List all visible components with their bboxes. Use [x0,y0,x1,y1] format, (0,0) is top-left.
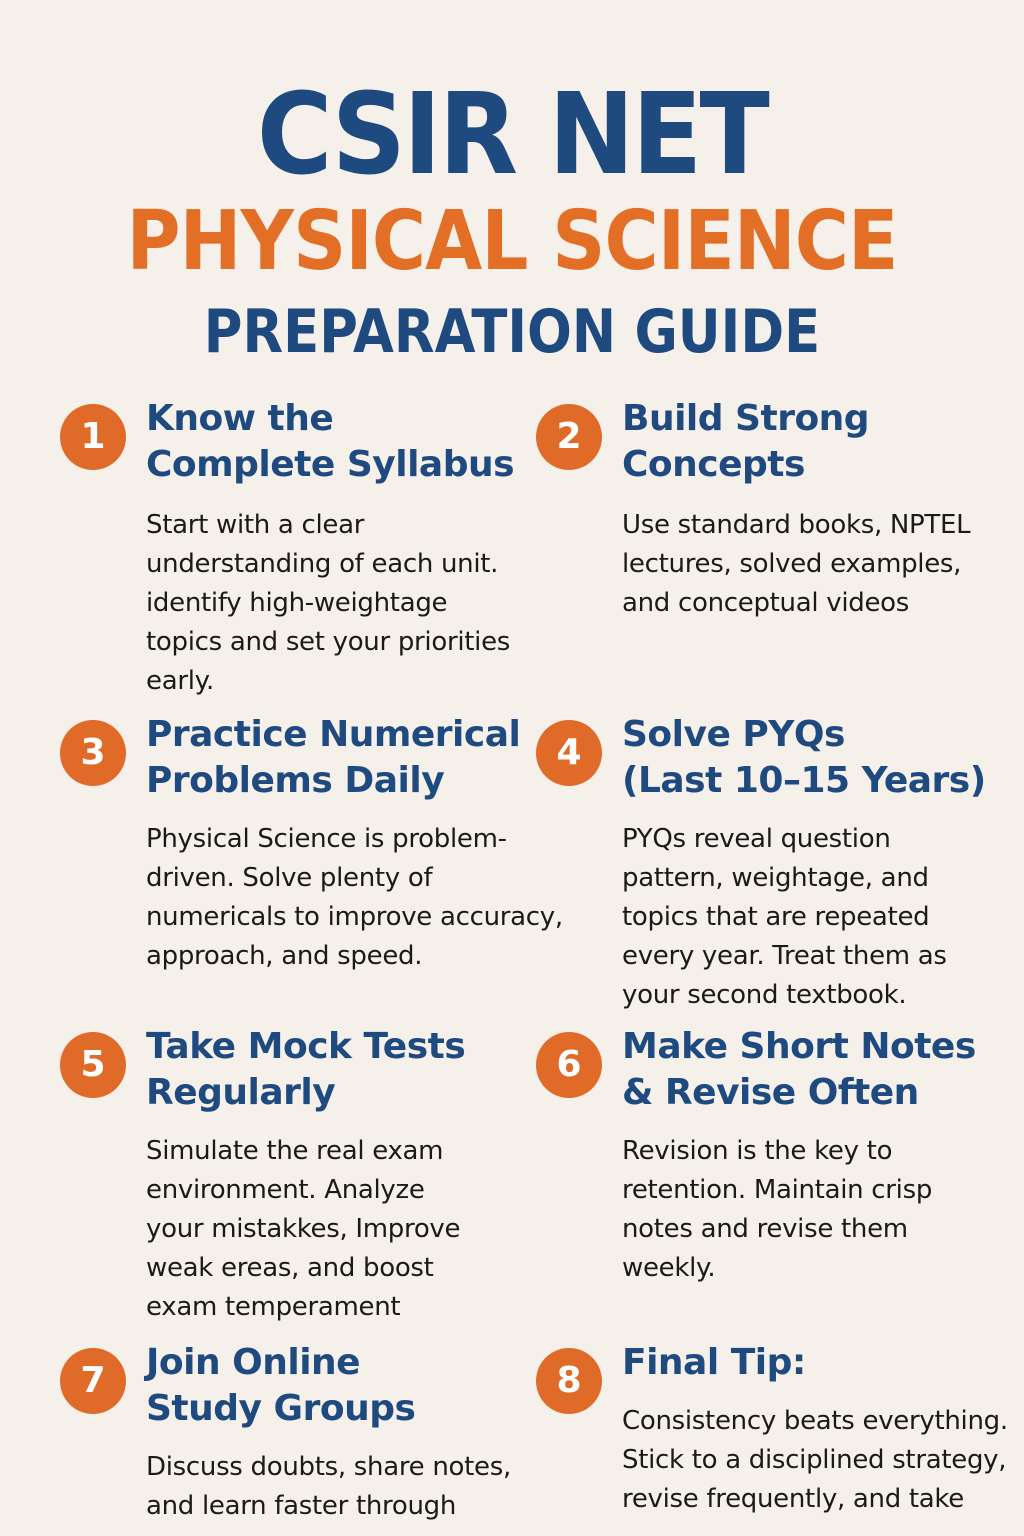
step-body: Discuss doubts, share notes, and learn faster through [146,1452,511,1521]
step-body: Use standard books, NPTEL lectures, solved examples, and conceptual videos [622,510,971,618]
number-badge-icon: 1 [60,404,126,470]
step-title: Solve PYQs (Last 10–15 Years) [622,714,986,801]
step-body: Revision is the key to retention. Maintain crisp notes and revise them weekly. [622,1136,933,1283]
step-title: Take Mock Tests Regularly [146,1026,466,1113]
step-title: Know the Complete Syllabus [146,398,515,485]
title-csir-net: CSIR NET [256,70,768,200]
number-badge-icon: 4 [536,720,602,786]
number-badge-icon: 6 [536,1032,602,1098]
step-body: PYQs reveal question pattern, weightage, and topics that are repeated every year. Treat them as your second textbook. [622,824,947,1010]
title-physical-science: PHYSICAL SCIENCE [126,194,898,289]
step-title: Join Online Study Groups [146,1342,416,1429]
number-badge-icon: 8 [536,1348,602,1414]
step-title: Build Strong Concepts [622,398,870,485]
step-body: Simulate the real exam environment. Analyze your mistakkes, Improve weak ereas, and boost exam temperament [146,1136,461,1322]
step-body: Physical Science is problem- driven. Solve plenty of numericals to improve accuracy, approach, and speed. [146,824,563,971]
number-badge-icon: 5 [60,1032,126,1098]
number-badge-icon: 3 [60,720,126,786]
step-title: Final Tip: [622,1342,806,1383]
step-title: Practice Numerical Problems Daily [146,714,521,801]
step-body: Consistency beats everything. Stick to a disciplined strategy, revise frequently, and take [622,1406,1008,1514]
number-badge-icon: 7 [60,1348,126,1414]
step-body: Start with a clear understanding of each unit. identify high-weightage topics and set your priorities early. [146,510,511,696]
number-badge-icon: 2 [536,404,602,470]
step-title: Make Short Notes & Revise Often [622,1026,976,1113]
title-preparation-guide: PREPARATION GUIDE [203,297,821,367]
